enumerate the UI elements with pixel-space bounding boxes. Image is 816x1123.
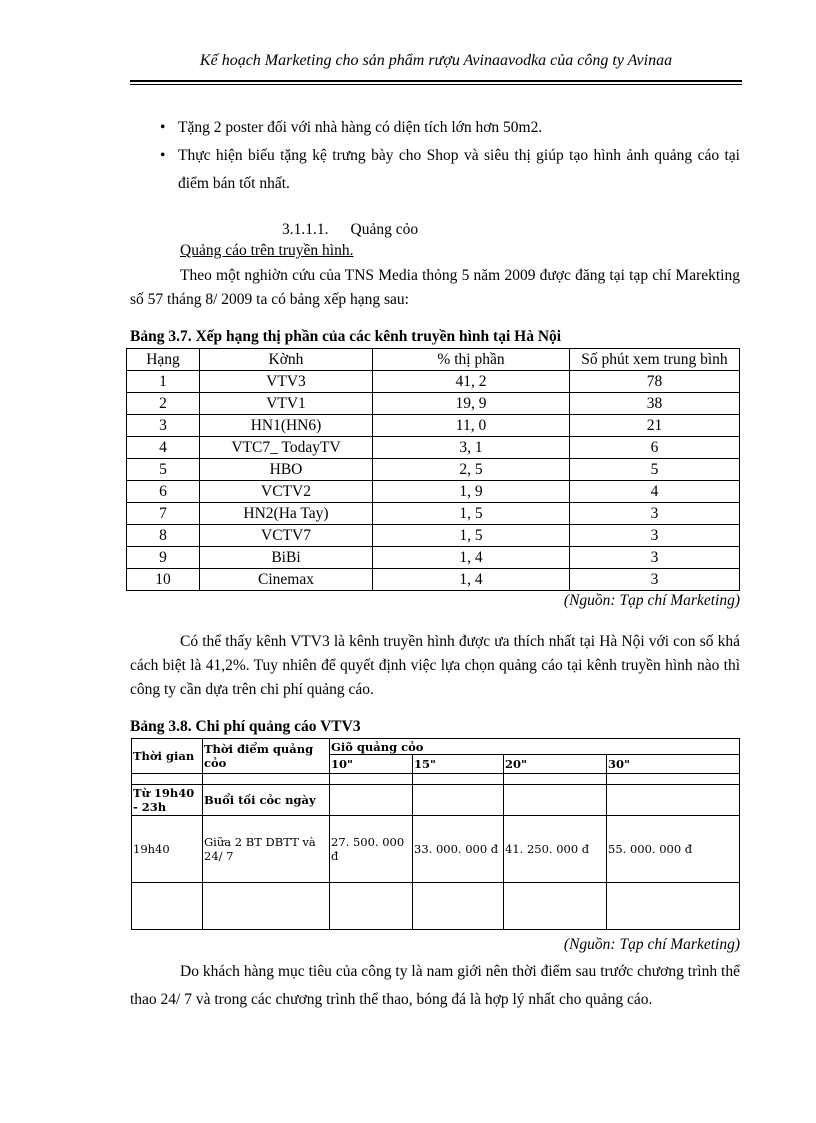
cell-price: 27. 500. 000 đ (330, 816, 413, 883)
table2-caption: Bảng 3.8. Chi phí quảng cáo VTV3 (130, 718, 361, 735)
table2-source: (Nguồn: Tạp chí Marketing) (563, 936, 740, 953)
cell-price: 55. 000. 000 đ (607, 816, 740, 883)
ad-cost-table (131, 738, 740, 930)
table1-caption: Bảng 3.7. Xếp hạng thị phần của các kênh truyền hình tại Hà Nội (130, 328, 562, 345)
table-row: 6 VCTV2 1, 9 4 (127, 481, 740, 503)
table-row: 2 VTV1 19, 9 38 (127, 393, 740, 415)
header-share: % thị phần (373, 349, 570, 371)
duration-30: 30" (607, 755, 740, 774)
cell-time: 19h40 (132, 816, 203, 883)
duration-20: 20" (504, 755, 607, 774)
table-row: 1 VTV3 41, 2 78 (127, 371, 740, 393)
header-channel: Kờnh (200, 349, 373, 371)
section-number: 3.1.1.1. (282, 221, 329, 238)
table-row (132, 816, 740, 883)
duration-15: 15" (413, 755, 504, 774)
header-moment: Thời điểm quảng cỏo (203, 739, 330, 774)
header-rule (130, 80, 742, 82)
spacer-row (132, 774, 740, 785)
table-header-row (127, 349, 740, 371)
page-header: Kế hoạch Marketing cho sản phẩm rượu Avinaavodka của công ty Avinaa (199, 52, 673, 69)
header-rank: Hạng (127, 349, 200, 371)
table-row: 4 VTC7_ TodayTV 3, 1 6 (127, 437, 740, 459)
bullet-icon: • (160, 119, 166, 136)
cell-time: Từ 19h40 - 23h (132, 785, 203, 816)
cell-moment: Buổi tối cỏc ngày (203, 785, 330, 816)
table1-source: (Nguồn: Tạp chí Marketing) (563, 592, 740, 609)
cell-moment: Giữa 2 BT DBTT và 24/ 7 (203, 816, 330, 883)
paragraph-analysis: Có thể thấy kênh VTV3 là kênh truyền hình được ưa thích nhất tại Hà Nội với con số khá cách biệt là 41,2%. Tuy nhiên để quyết định việc lựa chọn quảng cáo tại kênh truyền hình nào thì công ty cần dựa trên chi phí quảng cáo. (130, 633, 740, 698)
table-row: 7 HN2(Ha Tay) 1, 5 3 (127, 503, 740, 525)
bullet-icon: • (160, 147, 166, 164)
bullet-item: • Thực hiện biếu tặng kệ trưng bày cho Shop và siêu thị giúp tạo hình ảnh quảng cáo tại điểm bán tốt nhất. (130, 142, 740, 198)
subheading: Quảng cáo trên truyền hình. (180, 242, 354, 259)
bullet-list (130, 114, 740, 198)
section-heading (282, 221, 418, 239)
paragraph-conclusion: Do khách hàng mục tiêu của công ty là nam giới nên thời điểm sau trước chương trình thể thao 24/ 7 và trong các chương trình thể thao, bóng đá là hợp lý nhất cho quảng cáo. (130, 963, 740, 1008)
table-row (132, 883, 740, 930)
header-minutes: Số phút xem trung bình (570, 349, 740, 371)
header-rule-thin (130, 84, 742, 85)
table-header-row (132, 739, 740, 755)
table-row: 9 BiBi 1, 4 3 (127, 547, 740, 569)
table-row (132, 785, 740, 816)
table-row: 3 HN1(HN6) 11, 0 21 (127, 415, 740, 437)
paragraph-intro: Theo một nghiờn cứu của TNS Media thỏng 5 năm 2009 được đăng tại tạp chí Marekting số 57 tháng 8/ 2009 ta có bảng xếp hạng sau: (130, 267, 740, 308)
duration-10: 10" (330, 755, 413, 774)
table-row: 5 HBO 2, 5 5 (127, 459, 740, 481)
header-duration: Giõ quảng cỏo (330, 739, 740, 755)
section-title: Quảng cỏo (350, 221, 419, 238)
bullet-item: • Tặng 2 poster đối với nhà hàng có diện tích lớn hơn 50m2. (130, 114, 740, 142)
table-row: 8 VCTV7 1, 5 3 (127, 525, 740, 547)
cell-price: 41. 250. 000 đ (504, 816, 607, 883)
cell-price: 33. 000. 000 đ (413, 816, 504, 883)
market-share-table (126, 348, 740, 591)
header-time: Thời gian (132, 739, 203, 774)
table-row: 10 Cinemax 1, 4 3 (127, 569, 740, 591)
